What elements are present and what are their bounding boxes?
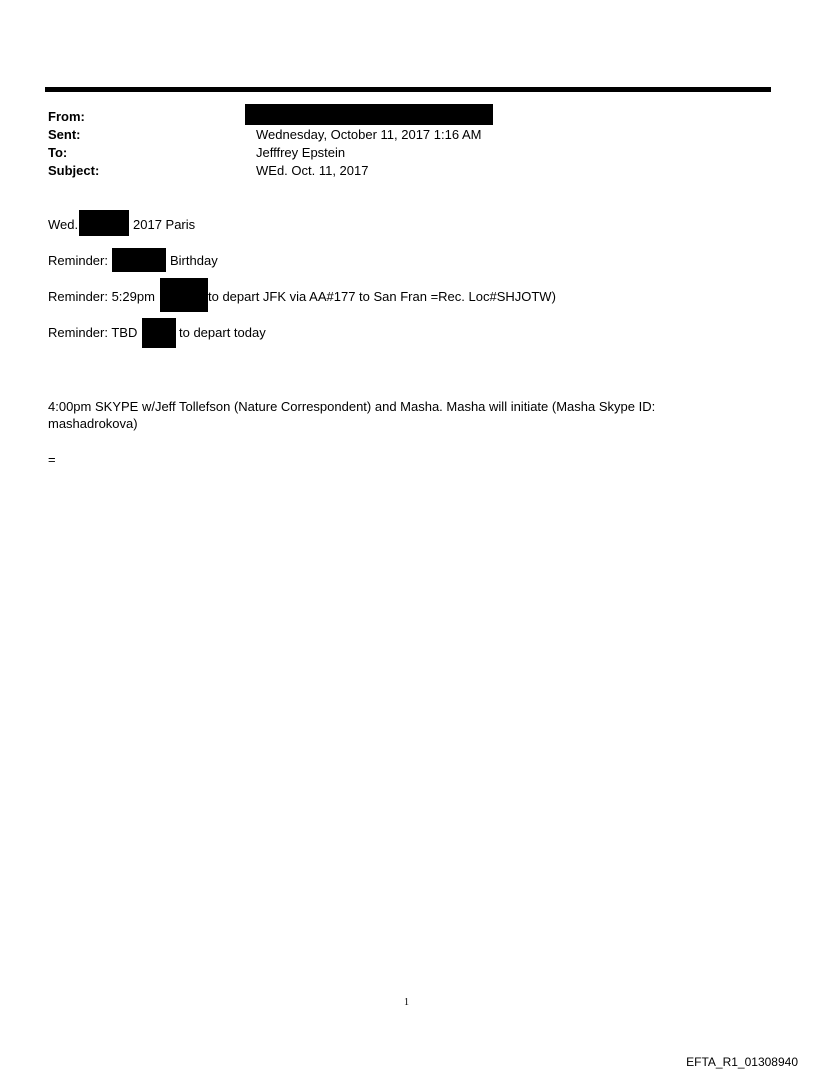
bates-number: EFTA_R1_01308940 — [686, 1055, 798, 1069]
line-text: Reminder: — [48, 253, 108, 268]
line-text: 2017 Paris — [133, 217, 196, 232]
line-text: Reminder: 5:29pm — [48, 289, 155, 304]
header-rule — [45, 87, 771, 92]
line-text: Reminder: TBD — [48, 325, 138, 340]
sent-label: Sent: — [48, 127, 81, 142]
to-value: Jefffrey Epstein — [256, 145, 346, 160]
line-text: to depart JFK via AA#177 to San Fran =Rec. Loc#SHJOTW) — [208, 289, 556, 304]
subject-label: Subject: — [48, 163, 100, 178]
subject-value: WEd. Oct. 11, 2017 — [256, 163, 369, 178]
redaction-box — [112, 248, 166, 272]
from-redaction — [245, 104, 493, 125]
redaction-box — [142, 318, 176, 348]
redaction-box — [79, 210, 129, 236]
page-number: 1 — [404, 997, 409, 1008]
to-label: To: — [48, 145, 68, 160]
redaction-box — [160, 278, 208, 312]
line-text: Birthday — [170, 253, 218, 268]
equals-sign: = — [48, 452, 56, 467]
from-label: From: — [48, 109, 85, 124]
line-text: Wed. — [48, 217, 79, 232]
skype-paragraph: 4:00pm SKYPE w/Jeff Tollefson (Nature Correspondent) and Masha. Masha will initiate (Masha Skype ID: mashadrokova) — [48, 399, 656, 431]
line-text: to depart today — [179, 325, 266, 340]
sent-value: Wednesday, October 11, 2017 1:16 AM — [256, 127, 482, 142]
